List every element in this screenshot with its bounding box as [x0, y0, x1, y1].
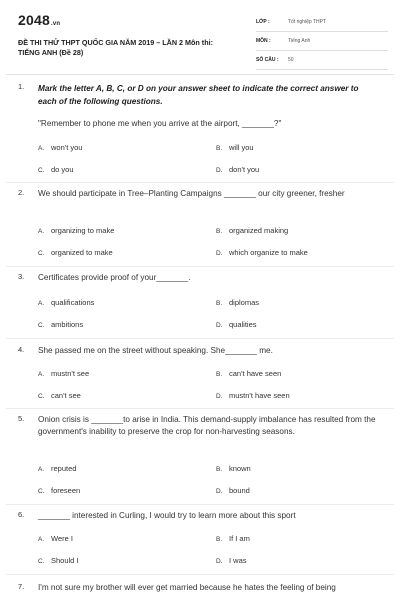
option-b[interactable]: [216, 464, 251, 473]
exam-page: [6, 4, 394, 600]
option-letter: D.: [216, 558, 223, 565]
question-text: We should participate in Tree–Planting Campaigns _______ our city greener, fresher: [38, 189, 345, 198]
meta-row-class: [256, 16, 388, 32]
option-text: organized to make: [51, 248, 113, 257]
logo-suffix: .vn: [50, 21, 61, 27]
option-d[interactable]: [216, 320, 257, 329]
option-c[interactable]: [38, 320, 83, 329]
meta-label-class: LỚP :: [256, 19, 270, 25]
option-b[interactable]: [216, 298, 259, 307]
question-text: "Remember to phone me when you arrive at the airport, _______?": [38, 119, 282, 128]
option-text: which organize to make: [229, 248, 308, 257]
option-letter: D.: [216, 322, 223, 329]
option-text: organized making: [229, 226, 289, 235]
option-d[interactable]: [216, 248, 308, 257]
option-text: can't have seen: [229, 369, 282, 378]
option-b[interactable]: [216, 143, 254, 152]
option-letter: C.: [38, 250, 45, 257]
option-text: can't see: [51, 391, 81, 400]
option-d[interactable]: [216, 556, 247, 565]
option-text: bound: [229, 486, 250, 495]
option-text: ambitions: [51, 320, 84, 329]
exam-meta: [256, 16, 388, 73]
exam-header: [18, 10, 386, 70]
option-a[interactable]: [38, 298, 94, 307]
option-letter: C.: [38, 558, 45, 565]
option-letter: B.: [216, 371, 223, 378]
question-text: Onion crisis is _______to arise in India. This demand-supply imbalance has resulted from the government's inability to preserve the crop for non-harvesting seasons.: [38, 415, 376, 436]
meta-value-class: Tốt nghiệp THPT: [288, 19, 326, 25]
option-c[interactable]: [38, 486, 80, 495]
question-separator: [6, 408, 394, 409]
option-text: foreseen: [51, 486, 81, 495]
meta-value-count: 50: [288, 57, 294, 63]
option-letter: B.: [216, 536, 223, 543]
option-text: don't you: [229, 165, 260, 174]
option-b[interactable]: [216, 226, 288, 235]
meta-row-subject: [256, 35, 388, 51]
option-letter: A.: [38, 466, 45, 473]
option-text: If I am: [229, 534, 250, 543]
option-c[interactable]: [38, 391, 81, 400]
question-number: 1.: [18, 82, 25, 91]
option-text: mustn't have seen: [229, 391, 290, 400]
option-letter: A.: [38, 371, 45, 378]
question-separator: [6, 338, 394, 339]
option-letter: C.: [38, 393, 45, 400]
question-instruction: Mark the letter A, B, C, or D on your answer sheet to indicate the correct answer to each of the following questions.: [38, 84, 359, 106]
option-d[interactable]: [216, 165, 259, 174]
question-text: She passed me on the street without speaking. She_______ me.: [38, 346, 273, 355]
meta-row-count: [256, 54, 388, 70]
question-text: _______ interested in Curling, I would try to learn more about this sport: [38, 511, 296, 520]
option-letter: B.: [216, 145, 223, 152]
meta-label-subject: MÔN :: [256, 38, 271, 44]
option-b[interactable]: [216, 534, 250, 543]
question-separator: [6, 182, 394, 183]
question-number: 5.: [18, 414, 25, 423]
option-c[interactable]: [38, 556, 79, 565]
option-letter: A.: [38, 145, 45, 152]
option-letter: A.: [38, 228, 45, 235]
option-letter: D.: [216, 167, 223, 174]
option-a[interactable]: [38, 143, 82, 152]
option-d[interactable]: [216, 486, 250, 495]
option-text: diplomas: [229, 298, 260, 307]
option-letter: A.: [38, 300, 45, 307]
header-divider: [6, 74, 394, 75]
option-text: organizing to make: [51, 226, 115, 235]
option-text: qualifications: [51, 298, 95, 307]
option-a[interactable]: [38, 226, 114, 235]
option-letter: B.: [216, 300, 223, 307]
option-letter: B.: [216, 228, 223, 235]
exam-title: [18, 38, 254, 58]
question-separator: [6, 504, 394, 505]
option-c[interactable]: [38, 165, 74, 174]
question-separator: [6, 574, 394, 575]
option-text: mustn't see: [51, 369, 90, 378]
option-letter: D.: [216, 393, 223, 400]
meta-value-subject: Tiếng Anh: [288, 38, 311, 44]
option-text: do you: [51, 165, 74, 174]
option-text: I was: [229, 556, 247, 565]
option-text: Were I: [51, 534, 73, 543]
option-text: qualities: [229, 320, 257, 329]
option-letter: C.: [38, 167, 45, 174]
option-letter: C.: [38, 322, 45, 329]
question-number: 6.: [18, 510, 25, 519]
question-text: Certificates provide proof of your_______.: [38, 273, 191, 282]
option-letter: D.: [216, 250, 223, 257]
option-c[interactable]: [38, 248, 113, 257]
option-text: will you: [229, 143, 254, 152]
site-logo[interactable]: [18, 12, 60, 28]
question-number: 2.: [18, 188, 25, 197]
option-letter: B.: [216, 466, 223, 473]
question-number: 3.: [18, 272, 25, 281]
question-number: 7.: [18, 582, 25, 591]
option-a[interactable]: [38, 534, 73, 543]
option-b[interactable]: [216, 369, 281, 378]
option-a[interactable]: [38, 464, 76, 473]
question-number: 4.: [18, 345, 25, 354]
question-text: I'm not sure my brother will ever get married because he hates the feeling of being: [38, 583, 336, 592]
option-letter: A.: [38, 536, 45, 543]
option-a[interactable]: [38, 369, 89, 378]
option-text: Should I: [51, 556, 79, 565]
meta-label-count: SỐ CÂU :: [256, 57, 279, 63]
option-letter: D.: [216, 488, 223, 495]
option-d[interactable]: [216, 391, 290, 400]
exam-title-line2: TIẾNG ANH (Đề 28): [18, 48, 84, 57]
option-text: reputed: [51, 464, 77, 473]
option-text: known: [229, 464, 251, 473]
option-text: won't you: [51, 143, 83, 152]
option-letter: C.: [38, 488, 45, 495]
exam-title-line1: ĐỀ THI THỬ THPT QUỐC GIA NĂM 2019 – LẦN 2 Môn thi:: [18, 38, 213, 47]
question-separator: [6, 266, 394, 267]
logo-text: 2048: [18, 12, 50, 28]
